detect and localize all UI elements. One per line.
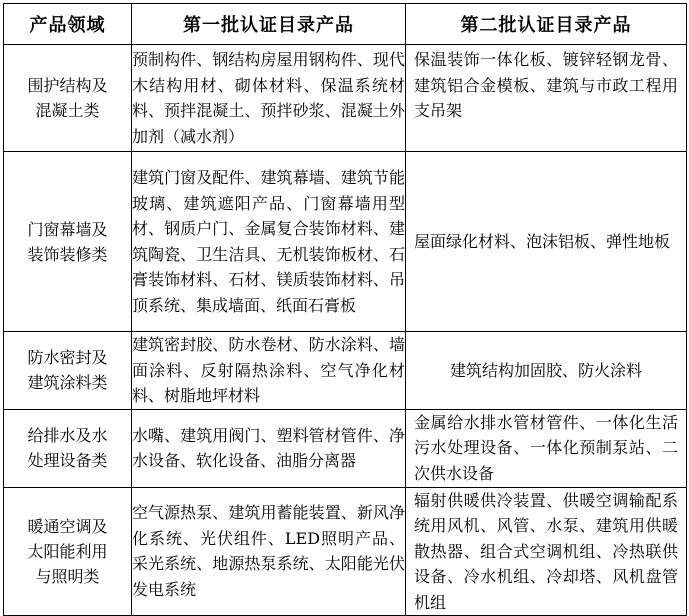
second-batch-cell: 辐射供暖供冷装置、供暖空调输配系统用风机、风管、水泵、建筑用供暖散热器、组合式空调机组、冷热联供设备、冷水机组、冷却塔、风机盘管机组 <box>406 487 687 616</box>
table-row <box>4 45 687 152</box>
category-label: 给排水及水处理设备类 <box>27 426 108 470</box>
category-cell <box>4 45 132 152</box>
table-row <box>4 332 687 410</box>
table-row <box>4 152 687 332</box>
first-batch-cell: 水嘴、建筑用阀门、塑料管材管件、净水设备、软化设备、油脂分离器 <box>132 409 406 487</box>
category-cell <box>4 487 132 616</box>
first-batch-cell: 空气源热泵、建筑用蓄能装置、新风净化系统、光伏组件、LED照明产品、采光系统、地源热泵系统、太阳能光伏发电系统 <box>132 487 406 616</box>
second-batch-cell: 保温装饰一体化板、镀锌轻钢龙骨、建筑铝合金模板、建筑与市政工程用支吊架 <box>406 45 687 152</box>
category-cell <box>4 152 132 332</box>
header-product-domain: 产品领域 <box>4 4 132 45</box>
header-row <box>4 4 687 45</box>
second-batch-cell: 建筑结构加固胶、防火涂料 <box>406 332 687 410</box>
category-label: 门窗幕墙及装饰装修类 <box>27 219 108 264</box>
table-row <box>4 409 687 487</box>
second-batch-cell: 金属给水排水管材管件、一体化生活污水处理设备、一体化预制泵站、二次供水设备 <box>406 409 687 487</box>
first-batch-cell: 建筑密封胶、防水卷材、防水涂料、墙面涂料、反射隔热涂料、空气净化材料、树脂地坪材料 <box>132 332 406 410</box>
second-batch-cell: 屋面绿化材料、泡沫铝板、弹性地板 <box>406 152 687 332</box>
first-batch-cell: 建筑门窗及配件、建筑幕墙、建筑节能玻璃、建筑遮阳产品、门窗幕墙用型材、钢质户门、金属复合装饰材料、建筑陶瓷、卫生洁具、无机装饰板材、石膏装饰材料、石材、镁质装饰材料、吊顶系统、集成墙面、纸面石膏板 <box>132 152 406 332</box>
category-cell <box>4 332 132 410</box>
category-label: 围护结构及混凝土类 <box>27 76 108 120</box>
table-row <box>4 487 687 616</box>
first-batch-cell: 预制构件、钢结构房屋用钢构件、现代木结构用材、砌体材料、保温系统材料、预拌混凝土、预拌砂浆、混凝土外加剂（减水剂） <box>132 45 406 152</box>
certification-catalog-table <box>3 3 687 616</box>
category-label: 暖通空调及太阳能利用与照明类 <box>27 516 108 586</box>
category-cell <box>4 409 132 487</box>
header-first-batch: 第一批认证目录产品 <box>132 4 406 45</box>
category-label: 防水密封及建筑涂料类 <box>27 348 108 393</box>
header-second-batch: 第二批认证目录产品 <box>406 4 687 45</box>
